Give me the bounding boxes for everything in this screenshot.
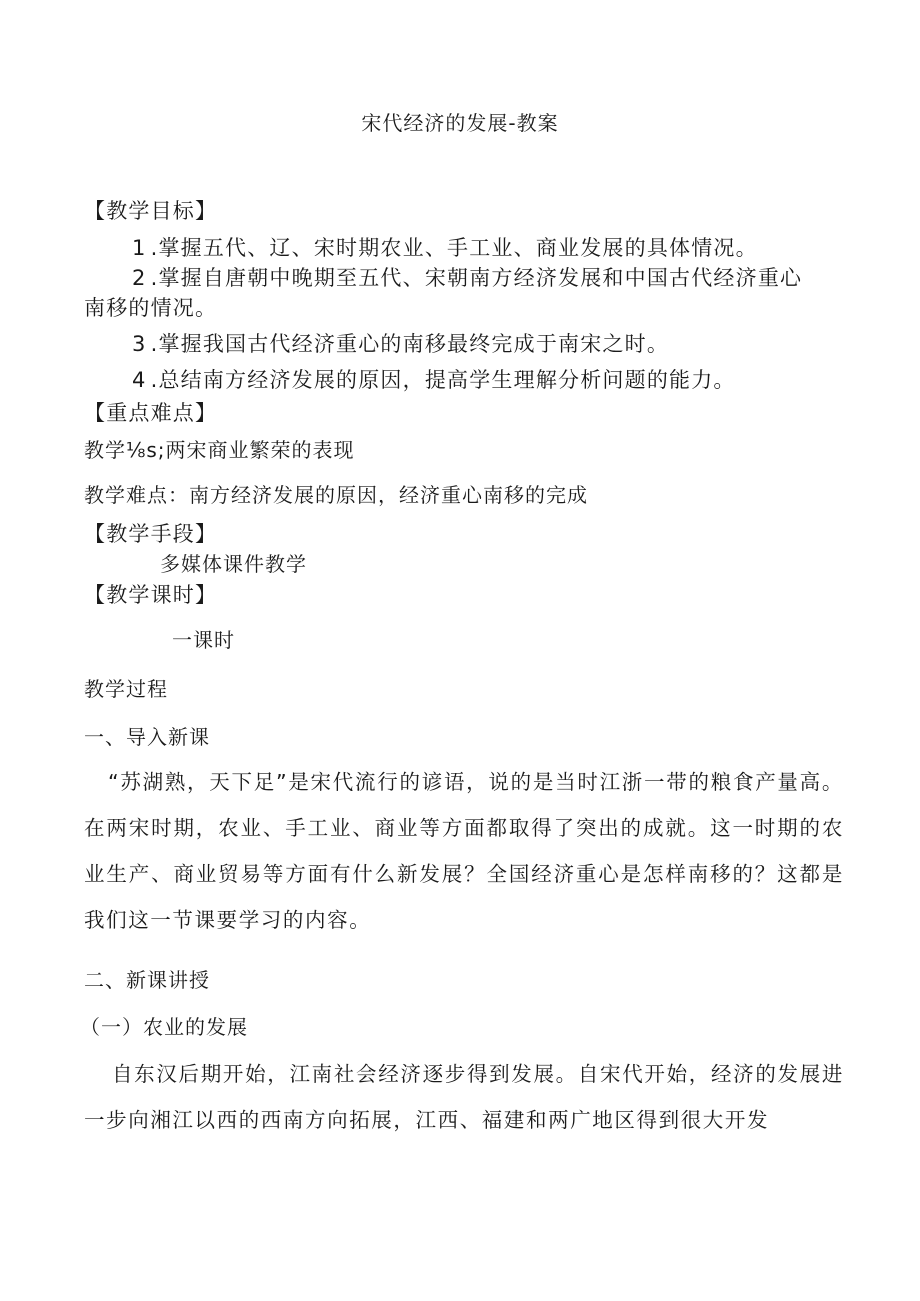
objective-item-4 xyxy=(132,367,736,393)
objective-item-3 xyxy=(132,331,669,357)
agriculture-paragraph: 自东汉后期开始，江南社会经济逐步得到发展。自宋代开始，经济的发展进一步向湘江以西的西南方向拓展，江西、福建和两广地区得到很大开发 xyxy=(84,1062,844,1132)
document-title: 宋代经济的发展-教案 xyxy=(361,111,559,135)
part1-heading: 一、导入新课 xyxy=(84,725,210,749)
objective-item-2 xyxy=(132,265,802,291)
objective-text: .掌握五代、辽、宋时期农业、手工业、商业发展的具体情况。 xyxy=(150,236,758,260)
objective-number: 2 xyxy=(132,266,147,290)
hours-heading: 【教学课时】 xyxy=(84,583,218,607)
means-text: 多媒体课件教学 xyxy=(160,552,307,576)
means-heading: 【教学手段】 xyxy=(84,522,218,546)
subsection-1-heading: （一）农业的发展 xyxy=(80,1015,248,1039)
objectives-heading: 【教学目标】 xyxy=(84,199,218,223)
intro-paragraph: “苏湖熟，天下足”是宋代流行的谚语，说的是当时江浙一带的粮食产量高。在两宋时期，农业、手工业、商业等方面都取得了突出的成就。这一时期的农业生产、商业贸易等方面有什么新发展？全国经济重心是怎样南移的？这都是我们这一节课要学习的内容。 xyxy=(84,770,844,932)
objective-number: 1 xyxy=(132,236,147,260)
objective-item-1 xyxy=(132,235,758,261)
key-point: 教学⅛s;两宋商业繁荣的表现 xyxy=(84,438,355,462)
objective-text: .总结南方经济发展的原因，提高学生理解分析问题的能力。 xyxy=(150,368,736,392)
objective-item-2-continuation: 南移的情况。 xyxy=(84,296,218,320)
keypoints-heading: 【重点难点】 xyxy=(84,401,218,425)
objective-number: 3 xyxy=(132,332,147,356)
objective-text: .掌握自唐朝中晚期至五代、宋朝南方经济发展和中国古代经济重心 xyxy=(150,266,803,290)
hours-text: 一课时 xyxy=(172,628,235,652)
objective-number: 4 xyxy=(132,368,147,392)
process-heading: 教学过程 xyxy=(84,677,168,701)
difficult-point: 教学难点：南方经济发展的原因，经济重心南移的完成 xyxy=(84,483,588,507)
objective-text: .掌握我国古代经济重心的南移最终完成于南宋之时。 xyxy=(150,332,670,356)
part2-heading: 二、新课讲授 xyxy=(84,968,210,992)
